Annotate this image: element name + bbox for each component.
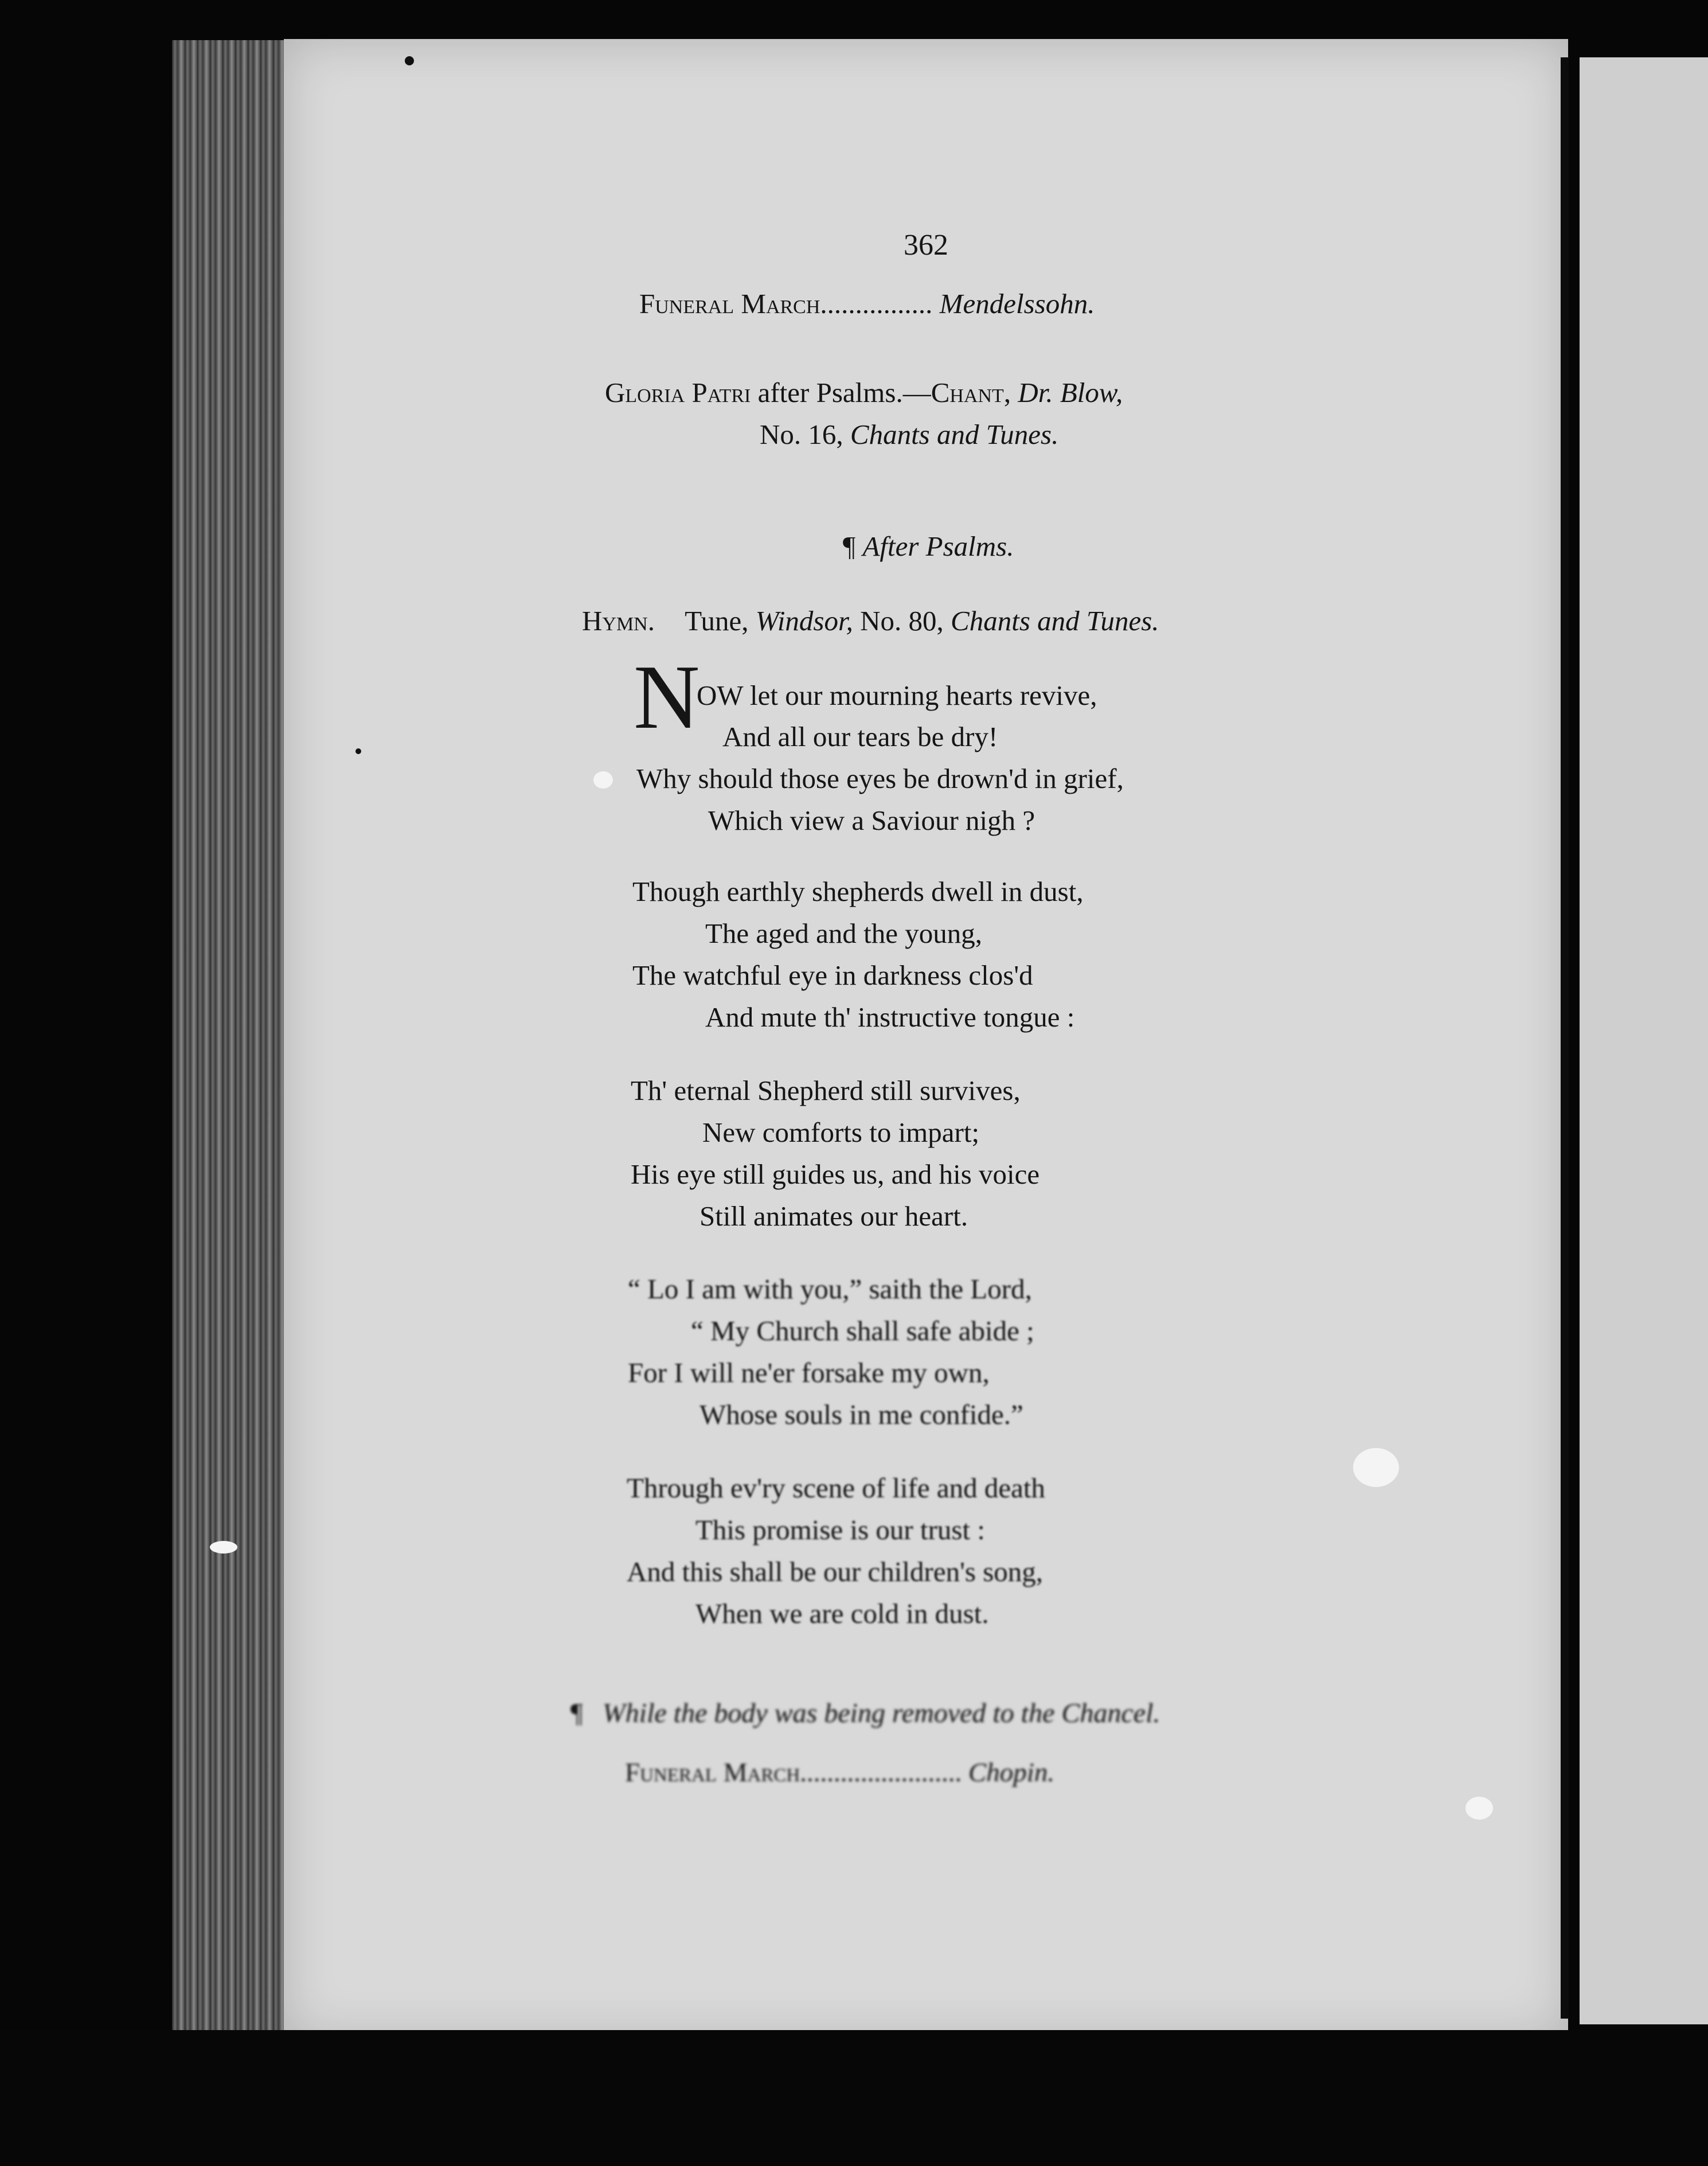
funeral-march-mendelssohn xyxy=(639,287,1095,321)
funeral-march-leader: ................ xyxy=(820,288,933,319)
dust-speck xyxy=(1353,1448,1399,1487)
stanza-2-line-3: The watchful eye in darkness clos'd xyxy=(632,959,1033,991)
gloria-patri-line-2 xyxy=(760,417,1058,452)
funeral-march-label: Funeral March xyxy=(639,288,820,319)
dust-speck xyxy=(1465,1797,1493,1820)
hymn-number: No. 80, xyxy=(853,605,951,637)
stanza-4-line-1: “ Lo I am with you,” saith the Lord, xyxy=(628,1273,1032,1305)
stanza-5-line-2: This promise is our trust : xyxy=(695,1514,985,1546)
funeral-march-label: Funeral March xyxy=(625,1758,800,1788)
hymn-drop-cap: N xyxy=(634,646,700,748)
gloria-patri-label: Gloria Patri xyxy=(605,377,751,408)
stanza-2-line-4: And mute th' instructive tongue : xyxy=(705,1001,1075,1033)
hymn-label: Hymn. xyxy=(582,605,655,637)
dust-speck xyxy=(593,771,613,789)
gloria-book: Chants and Tunes. xyxy=(850,419,1059,450)
facing-page-edge xyxy=(1580,57,1708,2024)
chant-label: Chant, xyxy=(931,377,1011,408)
dust-speck xyxy=(210,1541,237,1554)
hymn-header xyxy=(582,604,1159,638)
stanza-1-line-3: Why should those eyes be drown'd in grief, xyxy=(636,763,1124,794)
stanza-3-line-1: Th' eternal Shepherd still survives, xyxy=(631,1075,1021,1106)
gloria-number: No. 16, xyxy=(760,419,850,450)
gloria-patri-line-1 xyxy=(605,376,1123,410)
book-page xyxy=(284,39,1568,2040)
book-gutter xyxy=(1561,57,1569,2019)
book-page-edges xyxy=(172,40,287,2030)
stanza-3-line-3: His eye still guides us, and his voice xyxy=(631,1158,1040,1190)
funeral-march-chopin xyxy=(625,1755,1054,1790)
stanza-1-line-2: And all our tears be dry! xyxy=(722,721,998,752)
rubric-after-psalms-text: After Psalms. xyxy=(862,530,1014,562)
composer-mendelssohn: Mendelssohn. xyxy=(939,288,1095,319)
stanza-3-line-4: Still animates our heart. xyxy=(699,1200,968,1232)
composer-chopin: Chopin. xyxy=(968,1758,1055,1788)
stanza-5-line-3: And this shall be our children's song, xyxy=(627,1556,1043,1587)
stanza-4-line-3: For I will ne'er forsake my own, xyxy=(628,1357,990,1388)
stanza-1-line-1: OW let our mourning hearts revive, xyxy=(697,680,1097,711)
stanza-4-line-4: Whose souls in me confide.” xyxy=(699,1399,1023,1430)
scan-bottom-margin xyxy=(0,2030,1708,2166)
page-number: 362 xyxy=(904,229,948,262)
hymn-tune-word: Tune, xyxy=(685,605,756,637)
pilcrow-mark: ¶ xyxy=(570,1698,583,1728)
stanza-3-line-2: New comforts to impart; xyxy=(702,1117,980,1148)
composer-dr-blow: Dr. Blow, xyxy=(1011,377,1123,408)
tune-name: Windsor, xyxy=(755,605,853,637)
stanza-2-line-2: The aged and the young, xyxy=(705,918,983,949)
stanza-1-line-4: Which view a Saviour nigh ? xyxy=(708,805,1035,836)
funeral-march-leader: ........................ xyxy=(800,1758,962,1788)
hymn-book: Chants and Tunes. xyxy=(951,605,1159,637)
stanza-5-line-4: When we are cold in dust. xyxy=(695,1598,989,1629)
ink-speck xyxy=(405,56,414,65)
stanza-4-line-2: “ My Church shall safe abide ; xyxy=(691,1315,1034,1347)
ink-speck xyxy=(355,748,361,754)
rubric-body-removed-text: While the body was being removed to the Chancel. xyxy=(602,1698,1160,1728)
stanza-2-line-1: Though earthly shepherds dwell in dust, xyxy=(632,876,1084,907)
stanza-5-line-1: Through ev'ry scene of life and death xyxy=(627,1472,1045,1504)
pilcrow-mark: ¶ xyxy=(843,530,856,562)
rubric-body-removed xyxy=(570,1696,1160,1731)
rubric-after-psalms xyxy=(843,529,1014,564)
gloria-after-psalms: after Psalms.— xyxy=(751,377,931,408)
